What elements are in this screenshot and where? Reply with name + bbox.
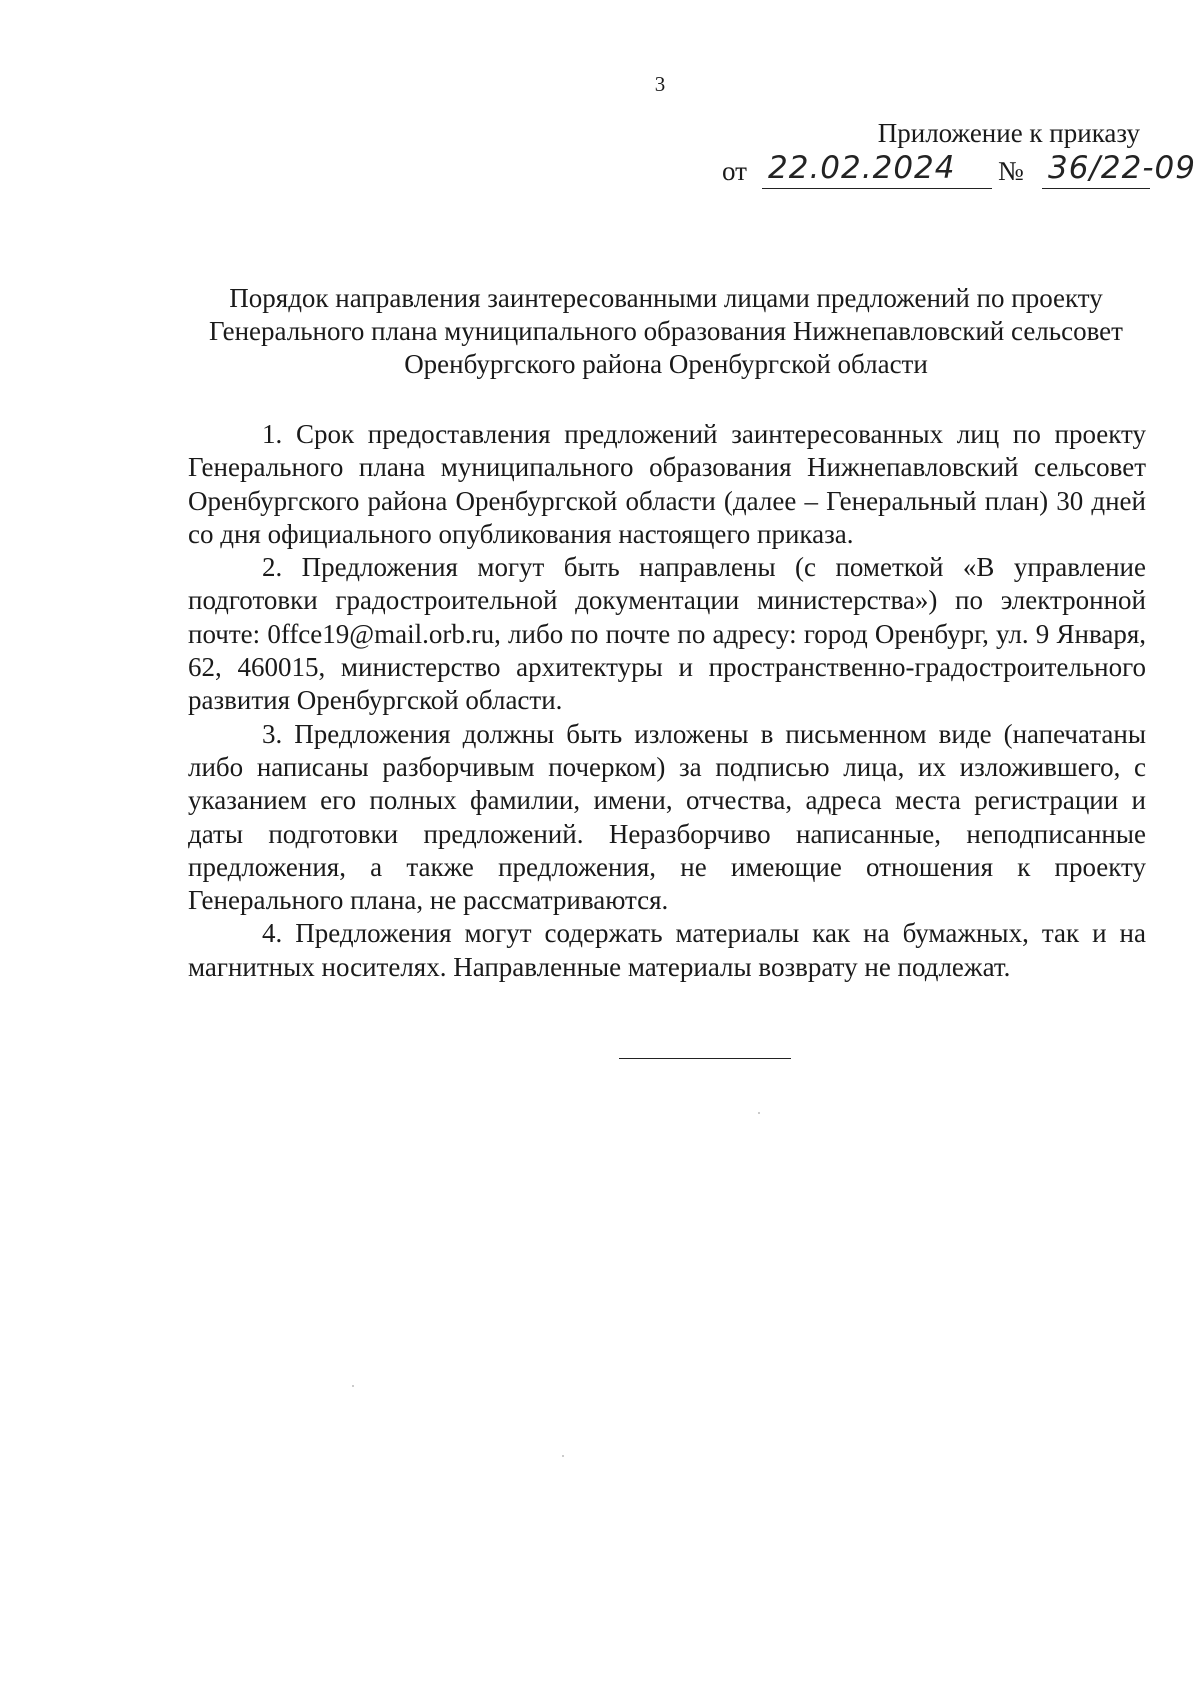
appendix-label: Приложение к приказу [877, 118, 1140, 148]
order-from-label: от [722, 156, 747, 186]
paragraph-4: 4. Предложения могут содержать материалы как на бумажных, так и на магнитных носителях. Направленные материалы возврату не подлежат. [188, 918, 1146, 982]
document-title: Порядок направления заинтересованными лицами предложений по проекту Генерального плана муниципального образования Нижнепавловский сельсовет Оренбургского района Оренбургской области [209, 283, 1123, 379]
order-number-field [1042, 148, 1196, 189]
order-number-handwritten: 36/22-09 [1048, 150, 1196, 186]
order-date-handwritten: 22.02.2024 [768, 150, 956, 186]
scan-speck [562, 1455, 564, 1457]
scan-speck [758, 1112, 760, 1114]
page-number: 3 [654, 72, 666, 96]
order-date-field [762, 148, 992, 189]
scan-speck [352, 1385, 354, 1387]
end-divider-line [619, 1058, 791, 1059]
document-body [188, 418, 1146, 984]
order-number-label: № [998, 156, 1024, 186]
order-reference-line [722, 148, 1196, 194]
paragraph-1: 1. Срок предоставления предложений заинтересованных лиц по проекту Генерального плана муниципального образования Нижнепавловский сельсовет Оренбургского района Оренбургской области (далее – Генеральный план) 30 дней со дня официального опубликования настоящего приказа. [188, 419, 1146, 549]
paragraph-3: 3. Предложения должны быть изложены в письменном виде (напечатаны либо написаны разборчивым почерком) за подписью лица, их изложившего, с указанием его полных фамилии, имени, отчества, адреса места регистрации и даты подготовки предложений. Неразборчиво написанные, неподписанные предложения, а также предложения, не имеющие отношения к проекту Генерального плана, не рассматриваются. [188, 718, 1146, 916]
paragraph-2: 2. Предложения могут быть направлены (с пометкой «В управление подготовки градостроительной документации министерства») по электронной почте: 0ffce19@mail.orb.ru, либо по почте по адресу: город Оренбург, ул. 9 Января, 62, 460015, министерство архитектуры и пространственно-градостроительного развития Оренбургской области. [188, 552, 1146, 716]
